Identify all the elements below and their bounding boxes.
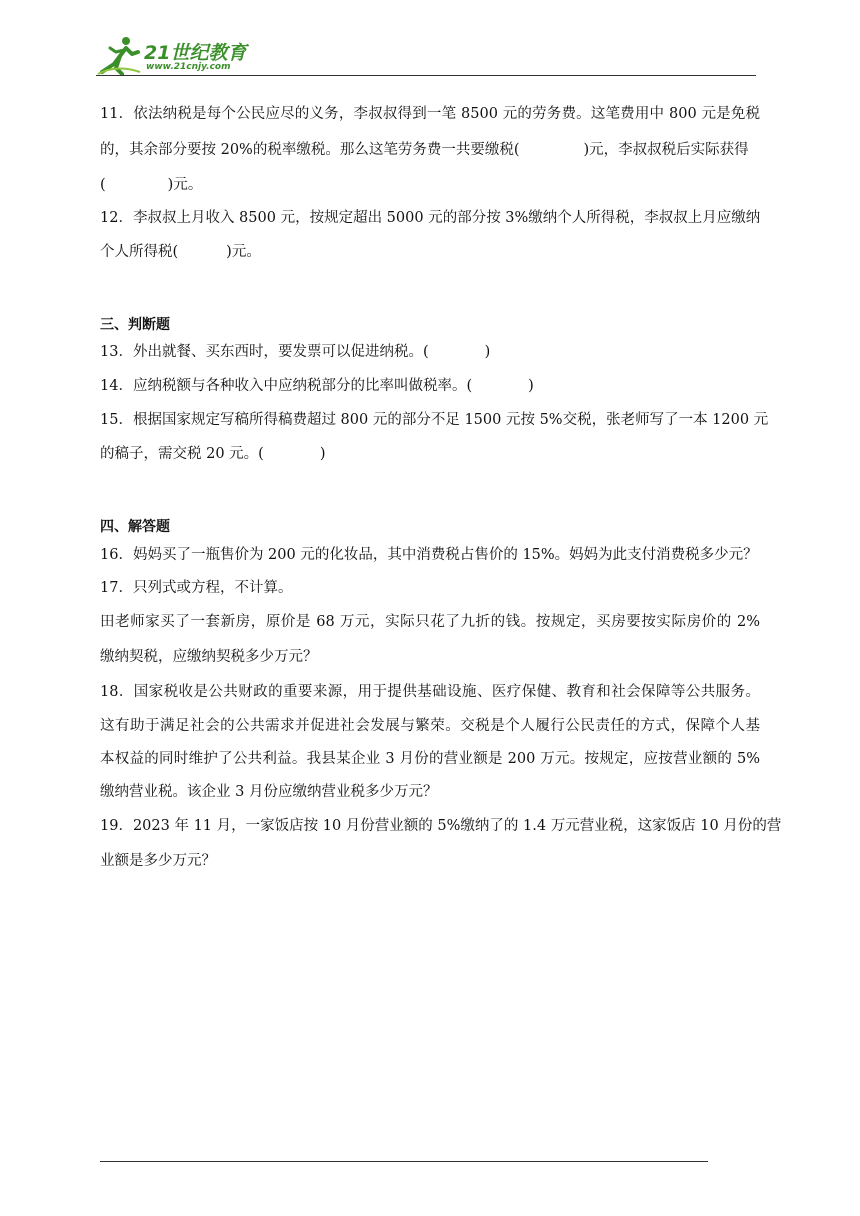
section-3-heading: 三、判断题 (100, 317, 170, 333)
q18-line4: 缴纳营业税。该企业 3 月份应缴纳营业税多少万元？ (100, 784, 438, 800)
q14-close: ) (528, 378, 534, 394)
q12-line1: 12．李叔叔上月收入 8500 元，按规定超出 5000 元的部分按 3%缴纳个人所得税，李叔叔上月应缴纳 (100, 210, 761, 226)
q15-line2-text: 的稿子，需交税 20 元。( (100, 446, 264, 462)
q14 (100, 376, 534, 396)
q12-line2 (100, 242, 261, 262)
q11-line1: 11．依法纳税是每个公民应尽的义务，李叔叔得到一笔 8500 元的劳务费。这笔费用中 800 元是免税 (100, 106, 760, 122)
q13 (100, 342, 490, 362)
q18-line3: 本权益的同时维护了公共利益。我县某企业 3 月份的营业额是 200 万元。按规定，应按营业额的 5% (100, 751, 760, 767)
q18-line2: 这有助于满足社会的公共需求并促进社会发展与繁荣。交税是个人履行公民责任的方式，保障个人基 (100, 718, 760, 734)
q19-line2: 业额是多少万元？ (100, 853, 216, 869)
q12-line2-text-b: )元。 (226, 244, 261, 260)
q18-line1: 18．国家税收是公共财政的重要来源，用于提供基础设施、医疗保健、教育和社会保障等公共服务。 (100, 684, 760, 700)
q13-close: ) (484, 344, 491, 360)
q17-line1: 17．只列式或方程，不计算。 (100, 580, 293, 596)
page-header (96, 34, 756, 78)
footer-divider (100, 1161, 708, 1162)
q14-text: 14．应纳税额与各种收入中应纳税部分的比率叫做税率。( (100, 378, 473, 394)
q16: 16．妈妈买了一瓶售价为 200 元的化妆品，其中消费税占售价的 15%。妈妈为此支付消费税多少元？ (100, 547, 758, 563)
q13-text: 13．外出就餐、买东西时，要发票可以促进纳税。( (100, 344, 429, 360)
q11-line2-text-a: 的，其余部分要按 20%的税率缴税。那么这笔劳务费一共要缴税( (100, 142, 520, 158)
q17-line3: 缴纳契税，应缴纳契税多少万元？ (100, 649, 318, 665)
logo (96, 34, 256, 78)
q17-line2: 田老师家买了一套新房，原价是 68 万元，实际只花了九折的钱。按规定，买房要按实际房价的 2% (100, 614, 760, 630)
q12-line2-text-a: 个人所得税( (100, 244, 179, 260)
q11-line3 (100, 175, 202, 195)
logo-url: www.21cnjy.com (146, 62, 231, 72)
q15-line1: 15．根据国家规定写稿所得稿费超过 800 元的部分不足 1500 元按 5%交税，张老师写了一本 1200 元 (100, 412, 769, 428)
q19-line1: 19．2023 年 11 月，一家饭店按 10 月份营业额的 5%缴纳了的 1.4 万元营业税，这家饭店 10 月份的营 (100, 818, 782, 834)
q11-line3-text-b: )元。 (167, 177, 203, 193)
q15-close: ) (319, 446, 326, 462)
q15-line2 (100, 444, 326, 464)
q11-line2-text-b: )元，李叔叔税后实际获得 (583, 142, 749, 158)
q11-line2 (100, 140, 749, 160)
logo-text: 21世纪教育 (144, 42, 247, 64)
section-4-heading: 四、解答题 (100, 519, 170, 535)
header-divider (96, 75, 756, 76)
runner-logo-icon (96, 34, 144, 78)
q11-line3-text-a: ( (100, 177, 106, 193)
